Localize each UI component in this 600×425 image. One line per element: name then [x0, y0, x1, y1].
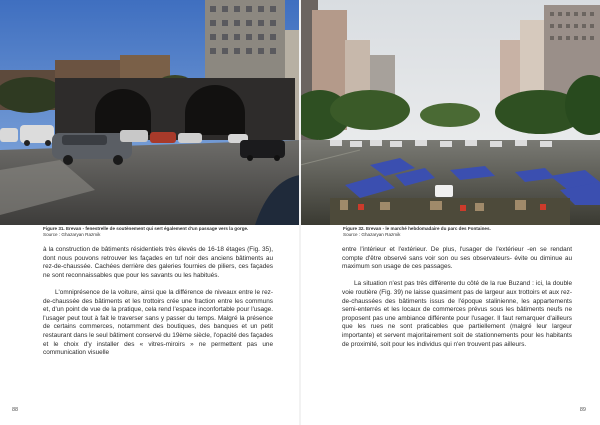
paragraph: entre l'intérieur et l'extérieur. De plus, l'usager de l'extérieur -en se rendant compte d'être observé sans voir son ou ses observateurs- évite ou diminue au maximum son usage de ces passages. — [342, 246, 572, 271]
caption-source: Source : Ghazaryan Razmik — [343, 232, 401, 237]
page-number: 88 — [12, 407, 19, 413]
page-gutter — [299, 0, 301, 425]
caption-text: Figure 32. Erevan - le marché hebdomadaire du parc des Fontaines. — [343, 226, 491, 231]
figure-caption — [43, 226, 283, 238]
figure-caption — [343, 226, 583, 238]
right-page — [300, 0, 600, 425]
market-photo — [300, 0, 600, 225]
body-text — [43, 246, 273, 366]
body-text — [342, 246, 572, 358]
paragraph: à la construction de bâtiments résidentiels très élevés de 16-18 étages (Fig. 35), dont nous pouvons retrouver les façades en tuf noir des anciens bâtiments au rez-de-chaussée. Cachées derrière des galeries fournies de piliers, ces façades ne sont reconnaissables que pour les savants ou les habitués. — [43, 246, 273, 279]
street-photo — [0, 0, 300, 225]
page-number: 89 — [579, 407, 586, 413]
paragraph: L'omniprésence de la voiture, ainsi que la différence de niveaux entre le rez-de-chaussée des bâtiments et les trottoirs crée une fraction entre les communs et, d'un point de vue de la pratique, cela rend l'espace inconfortable pour l'usage. l'usager peut tout à fait le traverser sans y passer du temps. Malgré la présence de certains commerces, notamment des boutiques, des banques et un petit restaurant dans le seul bâtiment conservé du 19ème siècle, l'opacité des façades et le choix d'y installer des « vitres-miroirs » ne permettent pas une communication visuelle — [43, 288, 273, 357]
photo-weekly-market — [300, 0, 600, 225]
paragraph: La situation n'est pas très différente du côté de la rue Buzand : ici, la double voie routière (Fig. 39) ne laisse quasiment pas de largeur aux trottoirs et aux rez-de-chaussées des bâtiments issus de l'époque stalinienne, les appartements semi-enterrés et les locaux de commerces prévus sous les bâtiments neufs ne proposent pas une ambiance différente pour l'usager. Il faut remarquer d'ailleurs que les rues ne sont praticables que partiellement (malgré leur largeur importante) et servent majoritairement soit de stationnements pour les habitants de proximité, soit pour les individus qui n'en trouvent pas ailleurs. — [342, 280, 572, 348]
photo-retaining-wall-passage — [0, 0, 300, 225]
caption-text: Figure 31. Erevan - fenestrelle de soutènement qui sert également d'un passage vers la gorge. — [43, 226, 249, 231]
caption-source: Source : Ghazaryan Razmik — [43, 232, 101, 237]
